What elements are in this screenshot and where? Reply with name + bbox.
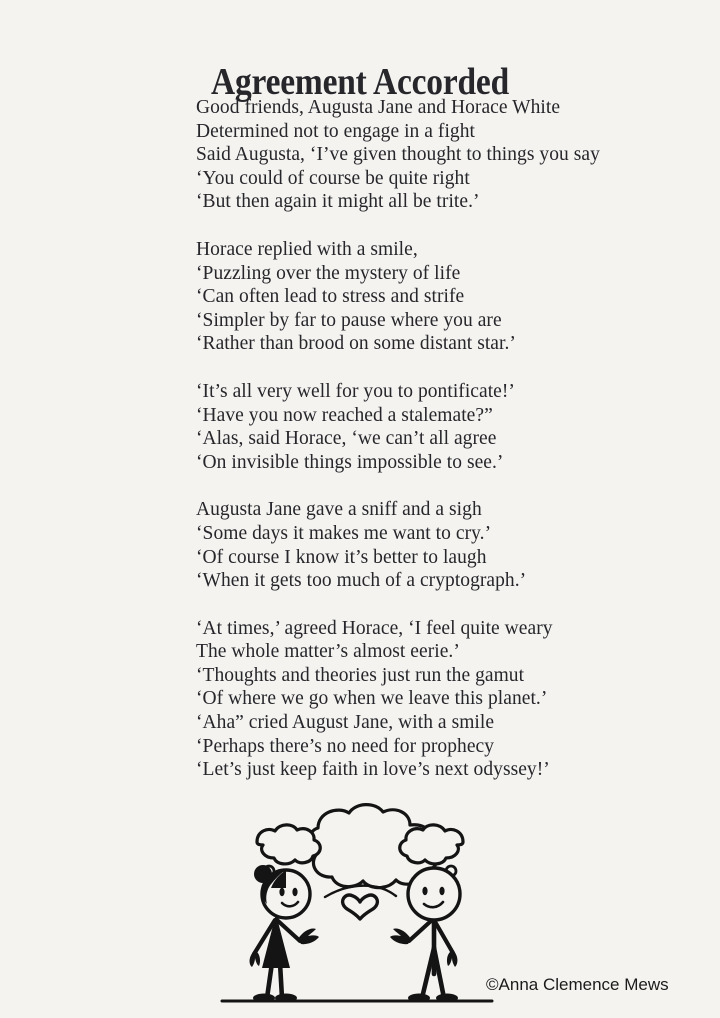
poem-line: ‘Simpler by far to pause where you are [196,309,502,331]
female-stick-figure [250,865,319,1003]
poem-line: ‘Aha” cried August Jane, with a smile [196,712,495,734]
poem-line: ‘Alas, said Horace, ‘we can’t all agree [196,428,497,450]
heart-icon [343,895,378,919]
poem-line: ‘On invisible things impossible to see.’ [196,451,504,473]
copyright-credit: ©Anna Clemence Mews [486,975,669,994]
poem-line: ‘Have you now reached a stalemate?” [196,404,493,426]
stanza [196,238,626,356]
poem-line: ‘It’s all very well for you to pontificate!’ [196,380,515,402]
poem-line: ‘When it gets too much of a cryptograph.’ [196,570,527,592]
poem-line: ‘Perhaps there’s no need for prophecy [196,735,495,757]
male-stick-figure [390,868,460,1003]
poem-body [196,96,626,782]
poem-line: ‘Rather than brood on some distant star.’ [196,333,516,355]
stick-figure-illustration [210,798,510,1013]
stanza [196,498,626,592]
stanza [196,96,626,214]
poem-line: ‘Thoughts and theories just run the gamut [196,664,525,686]
poem-line: Good friends, Augusta Jane and Horace White [196,97,561,118]
poem-line: Determined not to engage in a fight [196,120,475,142]
poem-line: Said Augusta, ‘I’ve given thought to things you say [196,144,600,166]
page-title: Agreement Accorded [210,61,510,104]
poem-line: The whole matter’s almost eerie.’ [196,641,460,663]
poem-line: ‘But then again it might all be trite.’ [196,191,480,213]
stanza [196,380,626,474]
poem-line: ‘Of where we go when we leave this planet.’ [196,688,548,710]
poem-line: ‘You could of course be quite right [196,167,470,189]
poem-line: ‘At times,’ agreed Horace, ‘I feel quite weary [196,617,553,639]
stanza [196,617,626,782]
poem-line: Horace replied with a smile, [196,238,418,260]
poem-line: Augusta Jane gave a sniff and a sigh [196,499,482,521]
poem-line: ‘Some days it makes me want to cry.’ [196,522,492,544]
poem-line: ‘Of course I know it’s better to laugh [196,546,487,568]
poem-line: ‘Can often lead to stress and strife [196,286,465,308]
poem-line: ‘Puzzling over the mystery of life [196,262,461,284]
poem-line: ‘Let’s just keep faith in love’s next odyssey!’ [196,759,550,781]
